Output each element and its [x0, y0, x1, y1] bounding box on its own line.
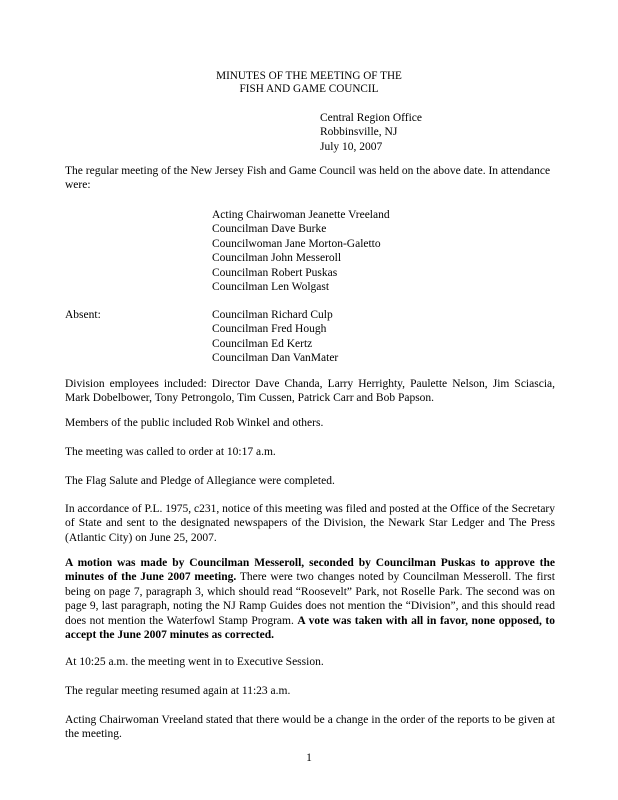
motion-text: There were two changes noted by Councilman Messeroll. The first being on page 7, paragraph 3, which should read “Roosevelt” Park, not Roselle Park. The second was on page 9, last paragraph, noting the NJ Ramp Guides does not mention the “Division”, and this should read does not mention the Waterfowl Stamp Program. — [65, 571, 555, 627]
order-change-paragraph: Acting Chairwoman Vreeland stated that there would be a change in the order of the reports to be given at the meeting. — [65, 714, 555, 741]
office-city: Robbinsville, NJ — [320, 126, 398, 139]
public-paragraph: Members of the public included Rob Winkel and others. — [65, 417, 324, 429]
absent-member: Councilman Fred Hough — [212, 323, 327, 336]
absent-member: Councilman Richard Culp — [212, 309, 333, 321]
title-line-2: FISH AND GAME COUNCIL — [239, 83, 379, 95]
division-employees-paragraph: Division employees included: Director Dave Chanda, Larry Herrighty, Paulette Nelson, Jim Sciascia, Mark Dobelbower, Tony Petrongolo, Tim Cussen, Patrick Carr and Bob Papson. — [65, 378, 555, 405]
notice-paragraph: In accordance of P.L. 1975, c231, notice of this meeting was filed and posted at the Office of the Secretary of State and sent to the designated newspapers of the Division, the Newark Star Ledger and The Press (Atlantic City) on June 25, 2007. — [65, 503, 555, 544]
attendance-list — [212, 208, 512, 294]
location-block — [320, 111, 520, 154]
attendee: Councilman Len Wolgast — [212, 281, 330, 294]
call-to-order-paragraph: The meeting was called to order at 10:17 a.m. — [65, 446, 276, 458]
page-number: 1 — [306, 752, 312, 764]
motion-text-bold: A motion was made by Councilman Messeroll, seconded by Councilman Puskas to approve the minutes of the June 2007 meeting. — [65, 557, 555, 584]
office-name: Central Region Office — [320, 112, 422, 124]
absent-list — [212, 308, 512, 366]
resumed-paragraph: The regular meeting resumed again at 11:23 a.m. — [65, 685, 291, 697]
document-title — [0, 70, 618, 96]
flag-salute-paragraph: The Flag Salute and Pledge of Allegiance were completed. — [65, 475, 335, 487]
motion-paragraph — [65, 556, 555, 642]
intro-paragraph: The regular meeting of the New Jersey Fish and Game Council was held on the above date. In attendance were: — [65, 165, 551, 192]
vote-text-bold: A vote was taken with all in favor, none opposed, to accept the June 2007 minutes as corrected. — [65, 614, 556, 642]
attendee: Councilwoman Jane Morton-Galetto — [212, 237, 381, 250]
attendee: Councilman Robert Puskas — [212, 266, 338, 279]
meeting-date: July 10, 2007 — [320, 140, 383, 153]
attendee: Acting Chairwoman Jeanette Vreeland — [212, 209, 390, 221]
absent-member: Councilman Ed Kertz — [212, 337, 313, 350]
executive-session-paragraph: At 10:25 a.m. the meeting went in to Executive Session. — [65, 656, 324, 668]
absent-member: Councilman Dan VanMater — [212, 352, 339, 365]
attendee: Councilman John Messeroll — [212, 252, 342, 265]
attendee: Councilman Dave Burke — [212, 223, 327, 236]
title-line-1: MINUTES OF THE MEETING OF THE — [216, 70, 402, 82]
absent-label: Absent: — [65, 309, 101, 321]
